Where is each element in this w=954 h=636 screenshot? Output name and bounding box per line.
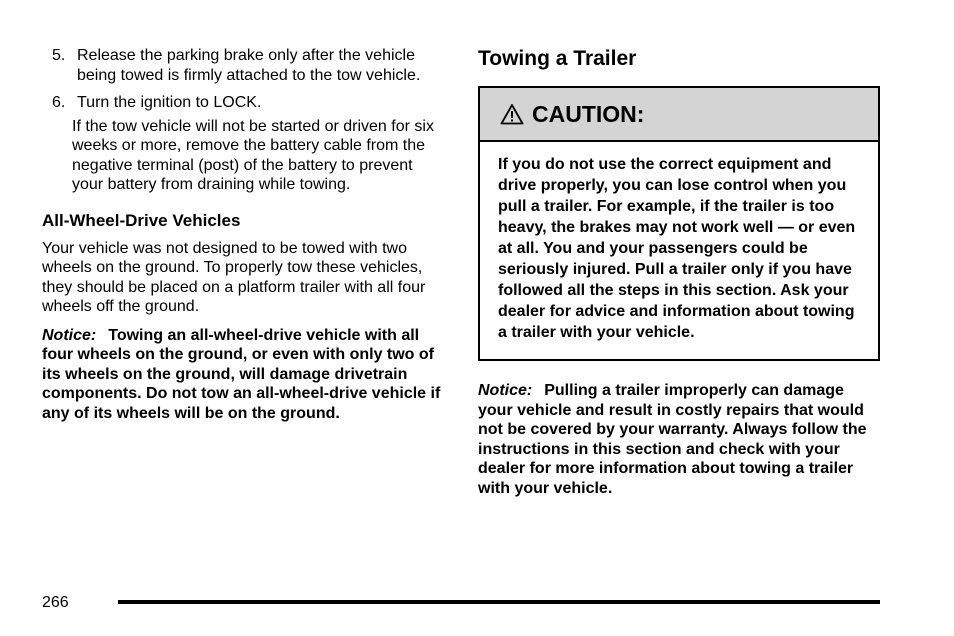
left-column — [42, 46, 442, 423]
awd-heading: All-Wheel-Drive Vehicles — [42, 210, 241, 230]
awd-paragraph: Your vehicle was not designed to be towed with two wheels on the ground. To properly tow these vehicles, they should be placed on a platform trailer with all four wheels off the ground. — [42, 239, 426, 315]
step-number: 6. — [52, 94, 66, 111]
step-5 — [42, 46, 442, 85]
battery-paragraph: If the tow vehicle will not be started or driven for six weeks or more, remove the battery cable from the negative terminal (post) of the battery to prevent your battery from draining while towing. — [72, 117, 434, 193]
footer-rule — [118, 600, 880, 604]
caution-box — [478, 86, 880, 361]
notice-label: Notice: — [478, 382, 533, 399]
caution-header — [480, 88, 878, 142]
caution-title: CAUTION: — [532, 100, 645, 127]
section-title: Towing a Trailer — [478, 47, 637, 70]
notice-text: Pulling a trailer improperly can damage your vehicle and result in costly repairs that would not be covered by your warranty. Always follow the instructions in this section and check with your dealer for more information about towing a trailer with your vehicle. — [478, 382, 867, 497]
page-number: 266 — [42, 594, 69, 611]
right-column — [478, 46, 880, 498]
step-text: Turn the ignition to LOCK. — [77, 94, 262, 111]
trailer-notice — [478, 381, 880, 498]
caution-text: If you do not use the correct equipment and drive properly, you can lose control when you pull a trailer. For example, if the trailer is too heavy, the brakes may not work well — or even at all. You and your passengers could be seriously injured. Pull a trailer only if you have followed all the steps in this section. Ask your dealer for advice and information about towing a trailer with your vehicle. — [498, 156, 856, 341]
notice-text: Towing an all-wheel-drive vehicle with all four wheels on the ground, or even with only two of its wheels on the ground, will damage drivetrain components. Do not tow an all-wheel-drive vehicle if any of its wheels will be on the ground. — [42, 326, 441, 422]
awd-notice — [42, 326, 442, 424]
step-6 — [42, 93, 442, 113]
notice-label: Notice: — [42, 326, 97, 344]
step-text: Release the parking brake only after the vehicle being towed is firmly attached to the tow vehicle. — [77, 47, 421, 84]
warning-triangle-icon — [500, 103, 524, 125]
step-number: 5. — [52, 47, 66, 64]
